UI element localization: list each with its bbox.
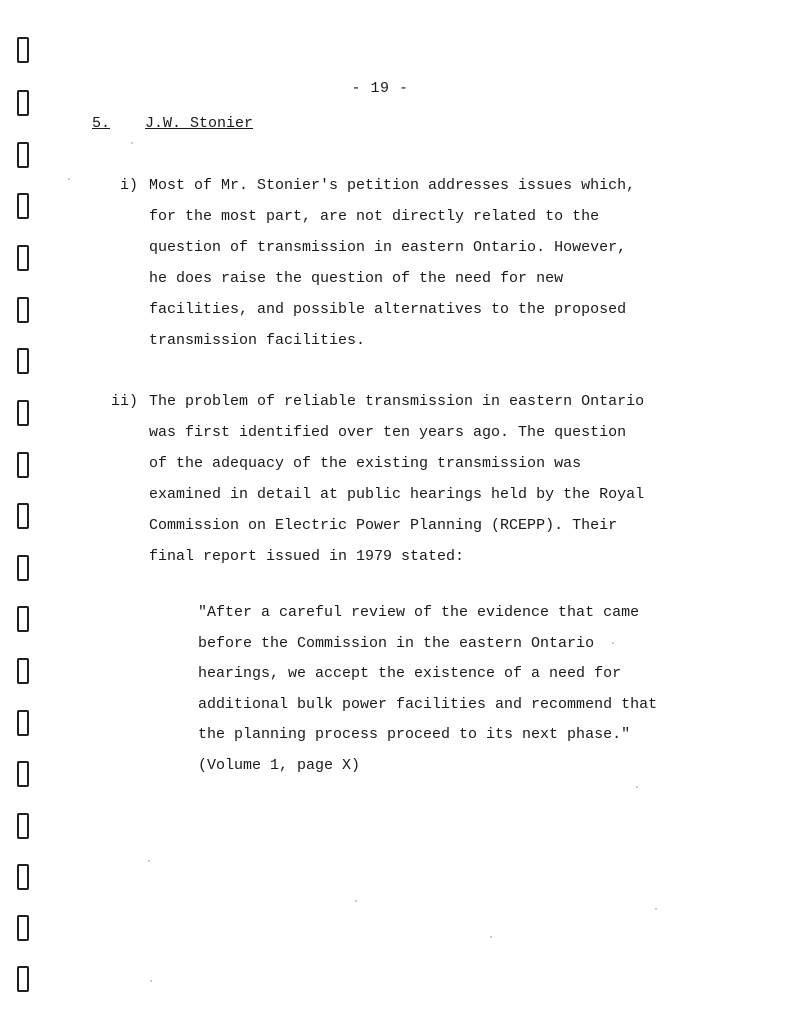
text-line: examined in detail at public hearings held by the Royal [149, 486, 645, 503]
binder-hole [17, 966, 29, 992]
text-line: Most of Mr. Stonier's petition addresses issues which, [149, 177, 636, 194]
scan-speck [490, 936, 492, 938]
paragraph-marker: i) [119, 177, 138, 194]
binder-hole [17, 658, 29, 684]
section-heading [92, 115, 253, 132]
text-line: The problem of reliable transmission in eastern Ontario [149, 393, 645, 410]
text-line: final report issued in 1979 stated: [149, 548, 465, 565]
scan-speck [655, 908, 657, 910]
binder-hole [17, 400, 29, 426]
binder-hole [17, 348, 29, 374]
binder-hole [17, 142, 29, 168]
scan-speck [355, 900, 357, 902]
section-number: 5. [92, 115, 111, 132]
binder-hole [17, 555, 29, 581]
binder-hole [17, 761, 29, 787]
block-quote [198, 598, 668, 782]
scan-speck [636, 786, 638, 788]
paragraph-marker: ii) [110, 393, 138, 410]
binder-hole [17, 37, 29, 63]
binder-hole [17, 606, 29, 632]
binder-hole [17, 297, 29, 323]
binder-hole [17, 710, 29, 736]
text-line: for the most part, are not directly related to the [149, 208, 600, 225]
binder-hole [17, 452, 29, 478]
quote-citation: (Volume 1, page X) [198, 756, 361, 774]
scan-speck [131, 142, 133, 144]
binder-hole [17, 90, 29, 116]
text-line: was first identified over ten years ago. The question [149, 424, 627, 441]
paragraph-text [149, 170, 669, 356]
scan-speck [148, 860, 150, 862]
scan-speck [68, 178, 70, 180]
quote-line: before the Commission in the eastern Ontario [198, 634, 595, 652]
text-line: Commission on Electric Power Planning (RCEPP). Their [149, 517, 618, 534]
paragraph-ii [92, 386, 669, 572]
quote-line: additional bulk power facilities and recommend that [198, 695, 658, 713]
page-number: - 19 - [351, 80, 409, 97]
scan-speck [150, 980, 152, 982]
text-line: transmission facilities. [149, 332, 366, 349]
quote-line: the planning process proceed to its next phase." [198, 726, 631, 744]
binder-holes [0, 0, 60, 1024]
text-line: he does raise the question of the need for new [149, 270, 564, 287]
binder-hole [17, 193, 29, 219]
quote-line: "After a careful review of the evidence that came [198, 604, 640, 621]
binder-hole [17, 864, 29, 890]
text-line: question of transmission in eastern Ontario. However, [149, 239, 627, 256]
paragraph-i [92, 170, 669, 356]
binder-hole [17, 503, 29, 529]
binder-hole [17, 245, 29, 271]
paragraph-text [149, 386, 669, 572]
quote-line: hearings, we accept the existence of a need for [198, 665, 622, 683]
binder-hole [17, 915, 29, 941]
section-name: J.W. Stonier [145, 115, 254, 132]
text-line: of the adequacy of the existing transmission was [149, 455, 582, 472]
text-line: facilities, and possible alternatives to the proposed [149, 301, 627, 318]
binder-hole [17, 813, 29, 839]
